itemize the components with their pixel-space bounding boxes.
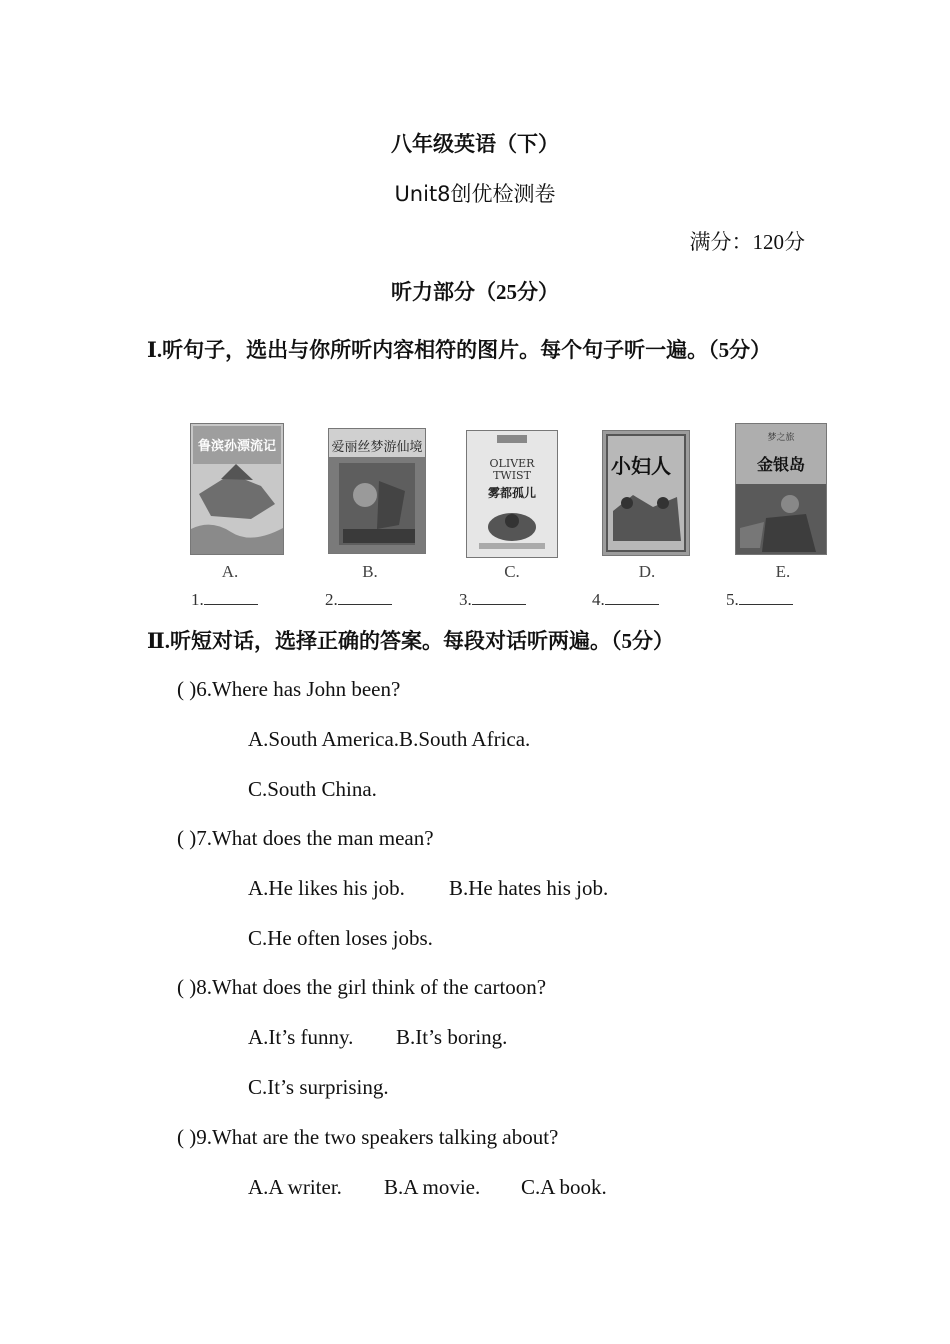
blank-number: 4. bbox=[592, 590, 605, 609]
question-7-option-a: A.He likes his job. bbox=[248, 876, 405, 900]
answer-blank-4[interactable] bbox=[592, 590, 659, 610]
book-cover-a bbox=[190, 423, 284, 555]
full-score: 满分：120分 bbox=[689, 230, 805, 254]
answer-blank-5[interactable] bbox=[726, 590, 793, 610]
listening-heading: 听力部分（25分） bbox=[391, 280, 559, 304]
page-title: 八年级英语（下） bbox=[391, 132, 559, 156]
book-c-title: 雾都孤儿 bbox=[487, 486, 537, 500]
question-8: ( )8.What does the girl think of the cartoon? bbox=[177, 975, 547, 999]
book-a-title: 鲁滨孙漂流记 bbox=[197, 439, 277, 454]
blank-number: 2. bbox=[325, 590, 338, 609]
book-d-title: 小妇人 bbox=[611, 454, 671, 478]
book-b-title: 爱丽丝梦游仙境 bbox=[331, 440, 423, 455]
book-label-e: E. bbox=[775, 562, 791, 581]
question-9-option-a: A.A writer. bbox=[248, 1175, 342, 1199]
question-9-option-b: B.A movie. bbox=[384, 1175, 481, 1199]
book-label-a: A. bbox=[221, 562, 239, 581]
question-9: ( )9.What are the two speakers talking about? bbox=[177, 1125, 559, 1149]
question-6-options-line1: A.South America.B.South Africa. bbox=[248, 727, 531, 751]
question-8-option-b: B.It’s boring. bbox=[396, 1025, 508, 1049]
answer-blank-2[interactable] bbox=[325, 590, 392, 610]
book-label-b: B. bbox=[362, 562, 378, 581]
book-cover-d bbox=[602, 430, 690, 556]
book-e-title: 金银岛 bbox=[756, 455, 806, 474]
section-1-instruction: Ⅰ.听句子，选出与你所听内容相符的图片。每个句子听一遍。（5分） bbox=[147, 338, 772, 362]
book-label-d: D. bbox=[638, 562, 656, 581]
question-8-option-a: A.It’s funny. bbox=[248, 1025, 354, 1049]
book-cover-c bbox=[466, 430, 558, 558]
page-subtitle: Unit8创优检测卷 bbox=[394, 182, 556, 206]
question-8-option-c: C.It’s surprising. bbox=[248, 1075, 389, 1099]
book-e-tag: 梦之旅 bbox=[767, 433, 795, 443]
question-6-option-c: C.South China. bbox=[248, 777, 377, 801]
book-cover-b bbox=[328, 428, 426, 554]
book-c-title-en2: TWIST bbox=[493, 469, 531, 482]
book-label-c: C. bbox=[504, 562, 520, 581]
blank-number: 3. bbox=[459, 590, 472, 609]
section-2-instruction: Ⅱ.听短对话，选择正确的答案。每段对话听两遍。（5分） bbox=[147, 629, 674, 653]
blank-number: 5. bbox=[726, 590, 739, 609]
question-7: ( )7.What does the man mean? bbox=[177, 826, 434, 850]
answer-blank-1[interactable] bbox=[191, 590, 258, 610]
answer-blank-3[interactable] bbox=[459, 590, 526, 610]
question-9-option-c: C.A book. bbox=[521, 1175, 607, 1199]
question-7-option-b: B.He hates his job. bbox=[449, 876, 609, 900]
book-c-title-en1: OLIVER bbox=[489, 457, 535, 470]
book-cover-e bbox=[735, 423, 827, 555]
question-6: ( )6.Where has John been? bbox=[177, 677, 401, 701]
blank-number: 1. bbox=[191, 590, 204, 609]
question-7-option-c: C.He often loses jobs. bbox=[248, 926, 433, 950]
